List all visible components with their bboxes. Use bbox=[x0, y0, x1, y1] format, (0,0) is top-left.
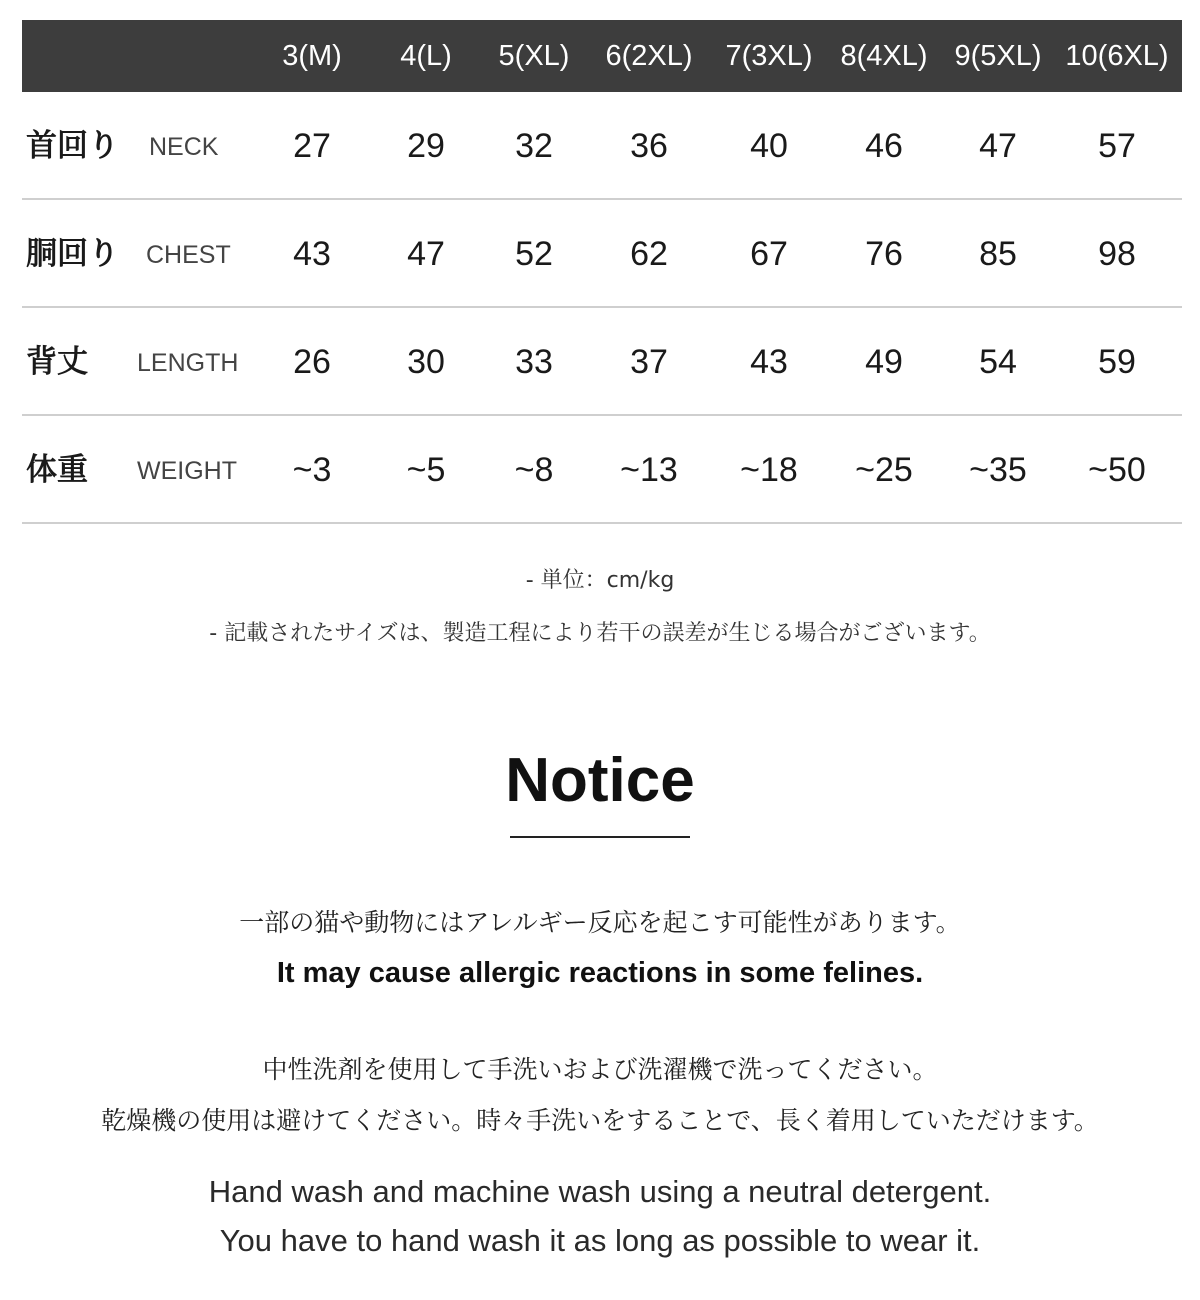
table-row-weight bbox=[22, 416, 1182, 524]
table-cell: ~18 bbox=[740, 451, 798, 489]
table-cell: 30 bbox=[407, 343, 445, 381]
allergy-warning-en: It may cause allergic reactions in some felines. bbox=[276, 957, 924, 989]
table-cell: 54 bbox=[979, 343, 1017, 381]
table-cell: ~8 bbox=[514, 451, 554, 489]
wash-instruction-jp-2: 乾燥機の使用は避けてください。時々手洗いをすることで、長く着用していただけます。 bbox=[101, 1106, 1099, 1135]
row-label-en: LENGTH bbox=[137, 349, 239, 377]
table-cell: 67 bbox=[750, 235, 788, 273]
table-cell: ~35 bbox=[969, 451, 1027, 489]
table-cell: 43 bbox=[750, 343, 788, 381]
size-header-3xl: 7(3XL) bbox=[725, 40, 813, 72]
notice-title: Notice bbox=[505, 746, 695, 815]
table-cell: 47 bbox=[979, 127, 1017, 165]
table-row-neck bbox=[22, 92, 1182, 200]
row-label-jp: 胴回り bbox=[26, 236, 119, 272]
table-cell: ~5 bbox=[406, 451, 446, 489]
table-cell: ~50 bbox=[1088, 451, 1146, 489]
size-header-5xl: 9(5XL) bbox=[954, 40, 1042, 72]
table-cell: 43 bbox=[293, 235, 331, 273]
size-header-2xl: 6(2XL) bbox=[605, 40, 693, 72]
table-cell: 85 bbox=[979, 235, 1017, 273]
table-cell: ~3 bbox=[292, 451, 332, 489]
table-cell: 57 bbox=[1098, 127, 1136, 165]
row-label-jp: 体重 bbox=[26, 452, 88, 488]
row-label-en: CHEST bbox=[146, 241, 231, 269]
size-header-xl: 5(XL) bbox=[498, 40, 570, 72]
table-cell: 76 bbox=[865, 235, 903, 273]
tolerance-note: - 記載されたサイズは、製造工程により若干の誤差が生じる場合がございます。 bbox=[209, 621, 991, 646]
table-cell: 98 bbox=[1098, 235, 1136, 273]
table-cell: 33 bbox=[515, 343, 553, 381]
table-cell: 49 bbox=[865, 343, 903, 381]
table-cell: 47 bbox=[407, 235, 445, 273]
table-cell: 46 bbox=[865, 127, 903, 165]
table-cell: 36 bbox=[630, 127, 668, 165]
wash-instruction-en-1: Hand wash and machine wash using a neutral detergent. bbox=[208, 1174, 992, 1209]
table-cell: ~25 bbox=[855, 451, 913, 489]
size-header-row bbox=[22, 20, 1182, 92]
table-cell: 52 bbox=[515, 235, 553, 273]
notice-divider bbox=[510, 836, 690, 838]
size-chart-table bbox=[22, 20, 1182, 524]
unit-note: - 単位：cm/kg bbox=[525, 568, 675, 593]
table-cell: 32 bbox=[515, 127, 553, 165]
size-header-4xl: 8(4XL) bbox=[840, 40, 928, 72]
row-label-jp: 背丈 bbox=[26, 344, 88, 380]
wash-instruction-en-2: You have to hand wash it as long as possible to wear it. bbox=[219, 1223, 981, 1258]
table-row-chest bbox=[22, 200, 1182, 308]
row-label-en: NECK bbox=[149, 133, 219, 161]
table-cell: 27 bbox=[293, 127, 331, 165]
size-header-m: 3(M) bbox=[282, 40, 342, 72]
allergy-warning-jp: 一部の猫や動物にはアレルギー反応を起こす可能性があります。 bbox=[239, 908, 961, 937]
row-label-jp: 首回り bbox=[26, 128, 119, 164]
table-cell: 62 bbox=[630, 235, 668, 273]
table-row-length bbox=[22, 308, 1182, 416]
table-cell: 59 bbox=[1098, 343, 1136, 381]
table-cell: 26 bbox=[293, 343, 331, 381]
row-label-en: WEIGHT bbox=[137, 457, 237, 485]
size-header-l: 4(L) bbox=[400, 40, 452, 72]
table-cell: 40 bbox=[750, 127, 788, 165]
size-header-6xl: 10(6XL) bbox=[1065, 40, 1169, 72]
table-cell: ~13 bbox=[620, 451, 678, 489]
wash-instruction-jp-1: 中性洗剤を使用して手洗いおよび洗濯機で洗ってください。 bbox=[262, 1055, 938, 1084]
table-cell: 37 bbox=[630, 343, 668, 381]
table-cell: 29 bbox=[407, 127, 445, 165]
